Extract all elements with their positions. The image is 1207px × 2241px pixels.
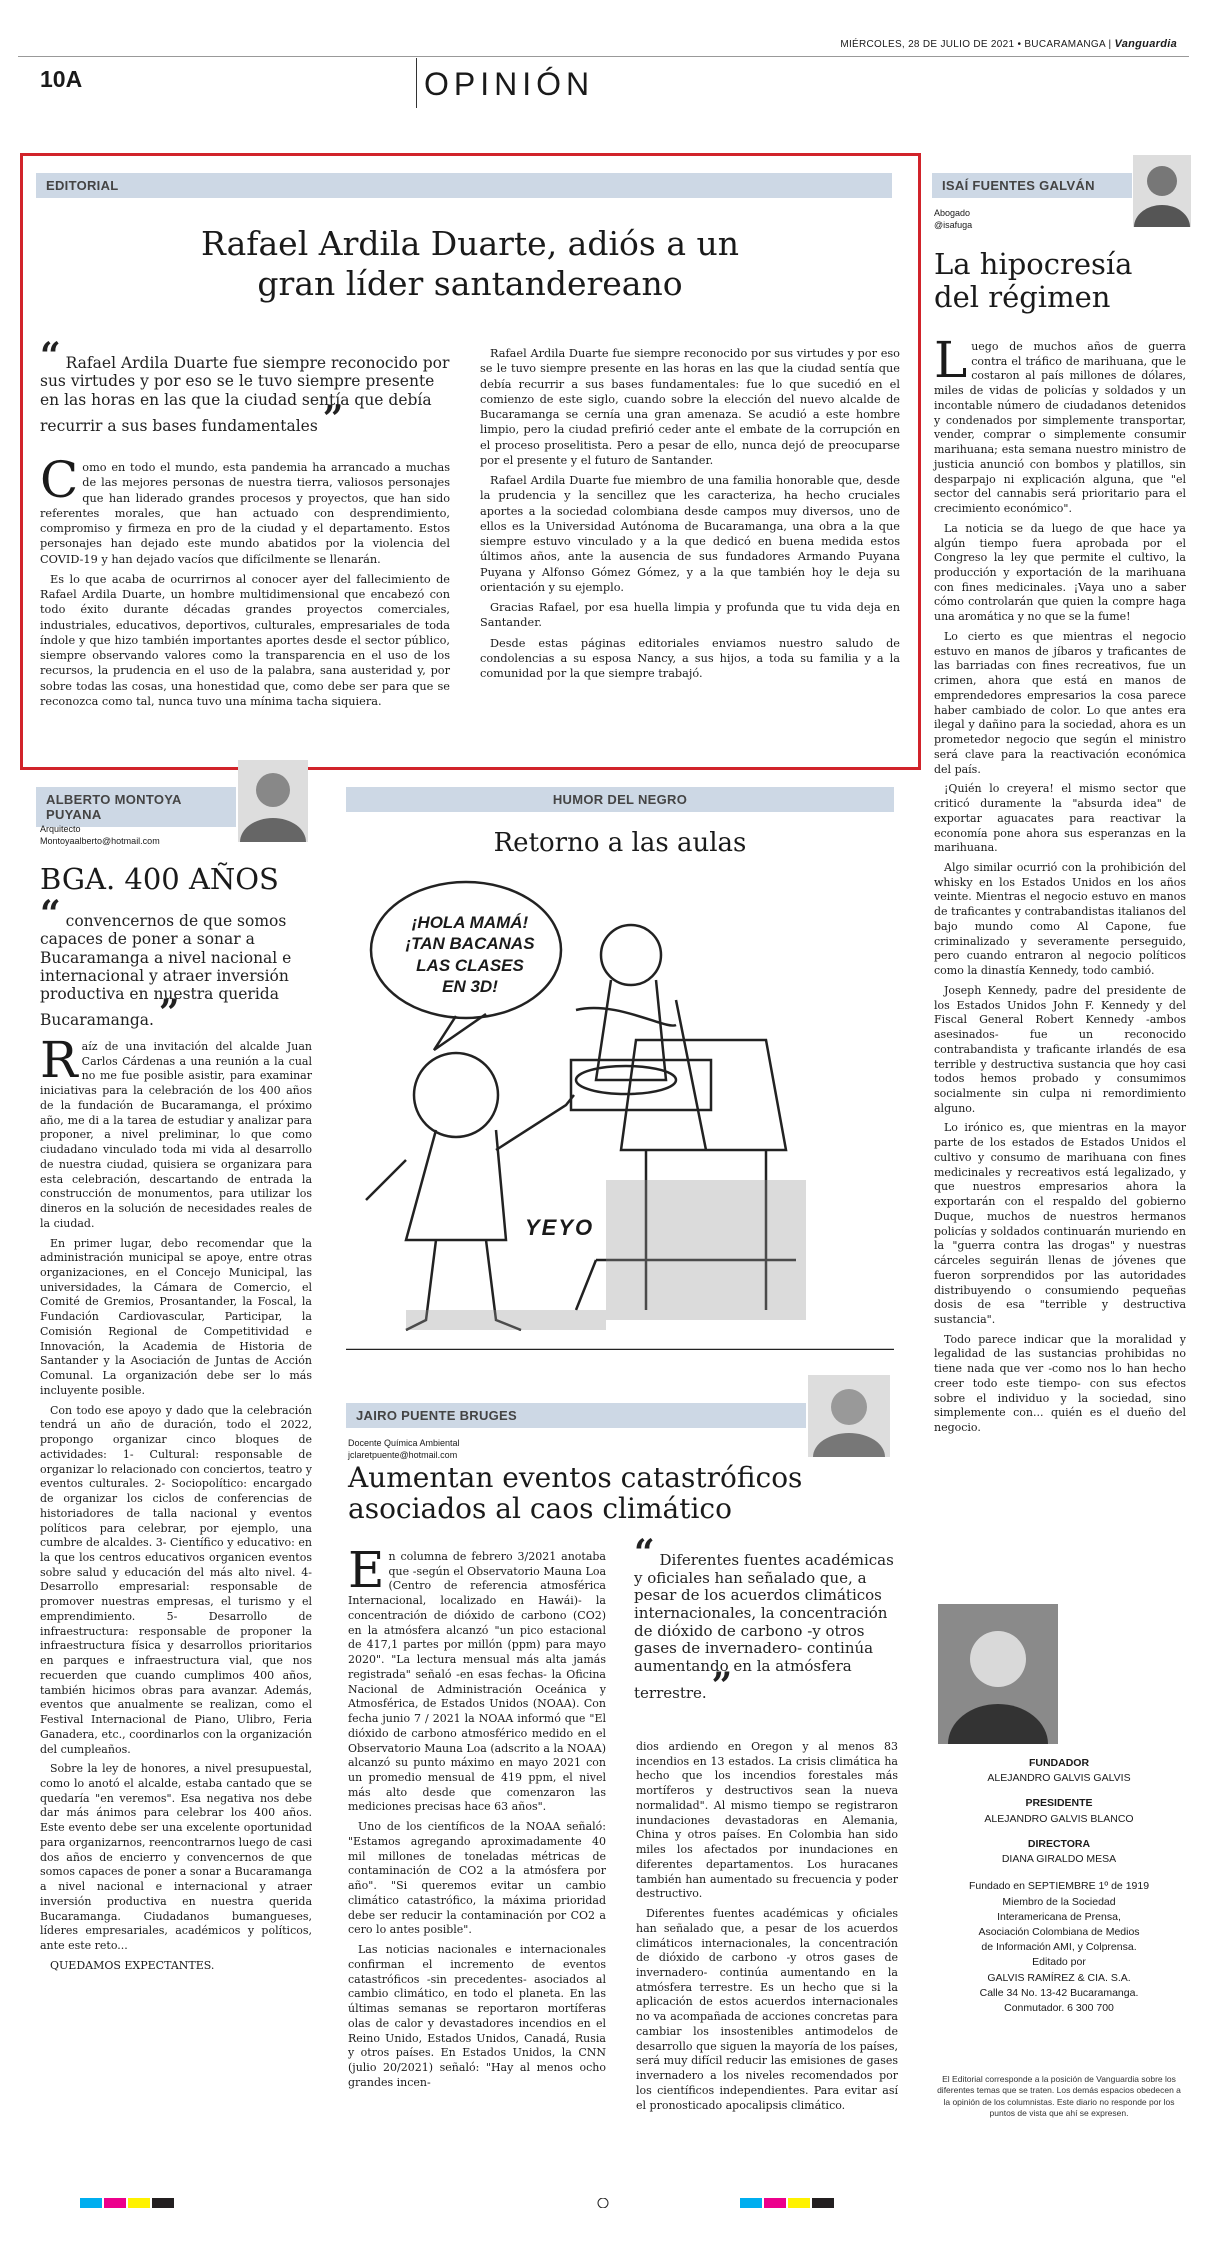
isai-credentials xyxy=(934,208,972,231)
paragraph: Rafael Ardila Duarte fue siempre reconocido por sus virtudes y por eso se le tuvo siempre presente en las horas en las que la ciudad sentía que debía recurrir a sus bases fundamentales: fue lo que sucedió en el comienzo de este siglo, cuando sobre la elección del nuevo alcalde de Bucaramanga se cernía una gran amenaza. Se acudió a este hombre limpio, pero la ciudad prefirió ceder ante el embate de la corrupción en el proceso proselitista. Pero a pesar de ello, nunca dejó de preocuparse por el presente y el futuro de Santander. xyxy=(480,347,900,467)
founder-portrait xyxy=(938,1604,1058,1744)
paragraph: Diferentes fuentes académicas y oficiales han señalado que, a pesar de los acuerdos climáticos internacionales, la concentración de dióxido de carbono -y otros gases de invernadero- continúa aumentando en la atmósfera terrestre. Es un hecho que si la aplicación de estos acuerdos internacionales no va acompañada de acciones concretas para cambiar los insostenibles antimodelos de desarrollo que siguen la mayoría de los países, será muy difícil reducir las emisiones de gases invernadero a los niveles recomendados por los científicos independientes. Para evitar así el pronosticado apocalipsis climático. xyxy=(636,1907,898,2112)
paragraph: Algo similar ocurrió con la prohibición del whisky en los Estados Unidos en los años veinte. Mientras el negocio estuvo en manos de traficantes y contrabandistas italianos del bajo mundo como Al Capone, fue criminalizado y severamente perseguido, pero cuando entraron al negocio políticos como la dinastía Kennedy, todo cambió. xyxy=(934,860,1186,978)
paragraph: La noticia se da luego de que hace ya algún tiempo fuera aprobada por el Congreso la ley que permite el cultivo, la producción y exportación de la marihuana con fines medicinales. ¡Vaya uno a saber cómo controlarán que quien la compre haga una aromática y no que se la fume! xyxy=(934,521,1186,624)
masthead xyxy=(934,1756,1184,2016)
jairo-avatar xyxy=(808,1375,890,1457)
info-line: Editado por xyxy=(1032,1956,1086,1969)
date: MIÉRCOLES, 28 DE JULIO DE 2021 • BUCARAMANGA xyxy=(840,39,1106,50)
jairo-credentials xyxy=(348,1438,460,1461)
header-rule xyxy=(18,56,1189,57)
open-quote-icon: “ xyxy=(634,1532,655,1574)
alberto-title: BGA. 400 AÑOS xyxy=(40,862,279,896)
isai-byline: ISAÍ FUENTES GALVÁN xyxy=(932,173,1132,198)
paragraph: Con todo ese apoyo y dado que la celebración tendrá un año de duración, todo el 2022, propongo organizar cinco bloques de actividades: 1- Cultural: responsable de organizar lo relacionado con conciertos, teatro y eventos culturales. 2- Sociopolítico: encargado de organizar los ciclos de conferencias de historiadores de talla nacional y eventos políticos para celebrar, por ejemplo, una cumbre de alcaldes. 3- Científico y educativo: en la que los centros educativos organicen eventos sobre salud y educación del más alto nivel. 4- Desarrollo empresarial: responsable de promover nuestras empresas, el turismo y el emprendimiento. 5- Desarrollo de infraestructura: responsable de proponer la infraestructura física y desarrollos prioritarios en parques e infraestructura vial, que nos recuerden que cuando cumplimos 400 años, también hicimos obras para avanzar. Además, eventos que anualmente se realizan, como el Festival Internacional de Piano, Ulibro, Feria Ganadera, etc., coordinarlos con la organización del cumpleaños. xyxy=(40,1403,312,1756)
print-color-bar xyxy=(20,2193,1187,2203)
jairo-column-2 xyxy=(636,1740,898,2118)
paragraph: Las noticias nacionales e internacionales confirman el incremento de eventos catastróficos -sin precedentes- asociados al cambio climático, en todo el planeta. En las últimas semanas se reportaron mortíferas olas de calor y devastadores incendios en el Reino Unido, Estados Unidos, Canadá, Rusia y otros países. En Estados Unidos, la CNN (julio 20/2021) señaló: "Hay al menos ocho grandes incen- xyxy=(348,1943,606,2089)
fundador-label: FUNDADOR xyxy=(1028,1757,1090,1769)
info-line: Interamericana de Prensa, xyxy=(997,1910,1121,1923)
disclaimer: El Editorial corresponde a la posición de Vanguardia sobre los diferentes temas que se traten. Los demás espacios obedecen a la opinión de los columnistas. Este diario no responde por los puntos de vista que ahí se expresen. xyxy=(937,2074,1181,2119)
section-title: OPINIÓN xyxy=(424,66,595,102)
editorial-title: Rafael Ardila Duarte, adiós a un gran líder santandereano xyxy=(201,224,739,303)
paragraph: Como en todo el mundo, esta pandemia ha arrancado a muchas de las mejores personas de nuestra tierra, valiosos personajes que han liderado grandes procesos y proyectos, que han sido referentes morales, que han actuado con desprendimiento, compromiso y firmeza en pro de la ciudad y el departamento. Estos personajes han dejado este mundo abatidos por la violencia del COVID-19 y han dejado vacíos que difícilmente se llenarán. xyxy=(40,451,450,566)
isai-avatar xyxy=(1133,155,1191,227)
jairo-column-1 xyxy=(348,1541,606,2095)
cartoonist-signature: YEYO xyxy=(525,1215,595,1240)
paragraph: Lo cierto es que mientras el negocio estuvo en manos de jíbaros y traficantes de las barriadas con fines recreativos, fue un crimen, ahora que está en manos de emprendedores empresarios la cosa parece haber cambiado de color. Lo que antes era ilegal y dañino para la sociedad, ahora es un prometedor negocio que según el ministro será clave para la reactivación económica del país. xyxy=(934,629,1186,776)
portrait-icon xyxy=(238,760,308,842)
paragraph: Desde estas páginas editoriales enviamos nuestro saludo de condolencias a su esposa Nancy, a sus hijos, a toda su familia y a la comunidad por la que siempre trabajó. xyxy=(480,636,900,680)
alberto-credentials xyxy=(40,824,160,847)
humor-kicker: HUMOR DEL NEGRO xyxy=(346,787,894,812)
jairo-email: jclaretpuente@hotmail.com xyxy=(348,1449,458,1460)
bubble-line: ¡HOLA MAMÁ! xyxy=(411,913,529,932)
info-line: Miembro de la Sociedad xyxy=(1002,1895,1116,1908)
alberto-avatar xyxy=(238,760,308,842)
directora-name: DIANA GIRALDO MESA xyxy=(1001,1853,1117,1866)
alberto-email: Montoyaalberto@hotmail.com xyxy=(40,835,160,846)
bubble-line: LAS CLASES xyxy=(416,955,524,975)
alberto-pullquote-text: convencernos de que somos capaces de poner a sonar a Bucaramanga a nivel nacional e internacional y atraer inversión productiva en nuestra querida Bucaramanga. xyxy=(40,912,292,1030)
jairo-byline: JAIRO PUENTE BRUGES xyxy=(346,1403,806,1428)
isai-title: La hipocresía del régimen xyxy=(934,247,1133,315)
close-quote-icon: ” xyxy=(158,992,180,1035)
editorial-pullquote-text: Rafael Ardila Duarte fue siempre reconocido por sus virtudes y por eso se le tuvo siempre presente en las horas en las que la ciudad sentía que debía recurrir a sus bases fundamentales xyxy=(40,354,450,435)
jairo-pullquote xyxy=(634,1532,896,1707)
header-divider xyxy=(416,58,417,108)
portrait-icon xyxy=(938,1604,1058,1744)
masthead-info xyxy=(934,1879,1184,2016)
alberto-role: Arquitecto xyxy=(40,824,81,834)
paragraph: Lo irónico es, que mientras en la mayor parte de los estados de Estados Unidos el cultivo y consumo de marihuana con fines medicinales y recreativos está legalizado, y que nuestros empresarios ahora la exportarán con el respaldo del gobierno Duque, muchos de nuestros hermanos policías y soldados continuarán muriendo en la "guerra contra las drogas" y nuestras cárceles seguirán llenas de jóvenes que fueron sorprendidos por las autoridades distribuyendo o consumiendo pequeñas dosis de esa "terrible y destructiva sustancia". xyxy=(934,1121,1186,1326)
paragraph: ¡Quién lo creyera! el mismo sector que criticó duramente la "absurda idea" de exportar aguacates para reactivar la economía pone ahora sus esperanzas en la marihuana. xyxy=(934,782,1186,855)
dateline: MIÉRCOLES, 28 DE JULIO DE 2021 • BUCARAMANGA | Vanguardia xyxy=(840,38,1177,50)
paragraph: Uno de los científicos de la NOAA señaló: "Estamos agregando aproximadamente 40 mil millones de toneladas métricas de contaminación de CO2 a la atmósfera por año". "Si queremos evitar un cambio climático catastrófico, la máxima prioridad debe ser reducir la contaminación por CO2 a cero lo antes posible". xyxy=(348,1820,606,1937)
open-quote-icon: “ xyxy=(40,893,61,935)
paragraph: Raíz de una invitación del alcalde Juan Carlos Cárdenas a una reunión a la cual no me fue posible asistir, para examinar iniciativas para la celebración de los 400 años de la fundación de Bucaramanga, el próximo año, me di a la tarea de estudiar y analizar para proponer, a nivel preliminar, lo que como ciudadano vinculado toda mi vida al desarrollo de nuestra ciudad, quisiera se organizara para esta celebración, descartando de entrada la construcción de monumentos, para utilizar los dineros en la solución de necesidades reales de la ciudad. xyxy=(40,1031,312,1230)
directora-label: DIRECTORA xyxy=(1027,1837,1091,1850)
paragraph: Joseph Kennedy, padre del presidente de los Estados Unidos John F. Kennedy y del Fiscal General Robert Kennedy -ambos asesinados- fue un reconocido contrabandista y traficante irlandés de esa terrible y destructiva sustancia que hoy casi todos hemos probado y consumimos socialmente sin culpa ni remordimiento alguno. xyxy=(934,983,1186,1115)
page-number: 10A xyxy=(40,66,83,92)
alberto-body xyxy=(40,1031,312,1979)
speech-bubble-text xyxy=(400,912,540,997)
info-line: de Información AMI, y Colprensa. xyxy=(981,1941,1137,1954)
alberto-byline: ALBERTO MONTOYA PUYANA xyxy=(36,787,236,827)
editorial-kicker: EDITORIAL xyxy=(36,173,892,198)
close-quote-icon: ” xyxy=(322,397,344,440)
registration-marks-icon xyxy=(20,2198,1187,2208)
jairo-role: Docente Química Ambiental xyxy=(348,1438,460,1448)
bubble-line: ¡TAN BACANAS xyxy=(405,934,535,954)
close-quote-icon: ” xyxy=(711,1664,733,1707)
isai-body xyxy=(934,331,1186,1441)
portrait-icon xyxy=(808,1375,890,1457)
humor-title: Retorno a las aulas xyxy=(493,828,747,858)
isai-role: Abogado xyxy=(934,208,971,218)
jairo-title: Aumentan eventos catastróficos asociados al caos climático xyxy=(348,1461,803,1526)
paragraph: Es lo que acaba de ocurrirnos al conocer ayer del fallecimiento de Rafael Ardila Duarte, un hombre multidimensional que encabezó con todo éxito durante décadas grandes proyectos comerciales, industriales, educativos, deportivos, culturales, empresariales de toda índole y que hizo también importantes aportes desde el sector público, siempre observando valores como la transparencia en el uso de los recursos, la prudencia en el uso de la palabra, sana austeridad y, por sobre todas las cosas, una honestidad que, como debe ser para que se reconozca como tal, nunca tuvo una mínima tacha siquiera. xyxy=(40,572,450,708)
fundador-name: ALEJANDRO GALVIS GALVIS xyxy=(987,1772,1131,1785)
paragraph: Luego de muchos años de guerra contra el tráfico de marihuana, que le costaron al país millones de dólares, miles de vidas de policías y soldados y un incontable número de ciudadanos detenidos y condenados por simplemente transportar, vender, comprar o simplemente consumir marihuana; esta semana nuestro ministro de justicia anunció con bombos y platillos, sin desparpajo ni explicación alguna, que "el sector del cannabis será prioritario para el crecimiento económico". xyxy=(934,331,1186,516)
bubble-line: EN 3D! xyxy=(442,976,498,996)
open-quote-icon: “ xyxy=(40,335,61,377)
info-line: GALVIS RAMÍREZ & CIA. S.A. xyxy=(987,1971,1131,1984)
info-line: Conmutador. 6 300 700 xyxy=(1004,2002,1114,2015)
paragraph: Rafael Ardila Duarte fue miembro de una familia honorable que, desde la prudencia y la sencillez que les caracteriza, ha hecho cruciales aportes a la sociedad colombiana desde campos muy diversos, uno de ellos es la Universidad Autónoma de Bucaramanga, una obra a la que siempre estuvo vinculado y a la que dedicó en buena medida estos últimos años, ante la ausencia de sus fundadores Armando Puyana Puyana y Alfonso Gómez Gómez, y a la que también hoy le deja su orientación y su ejemplo. xyxy=(480,474,900,594)
brand-logo: Vanguardia xyxy=(1114,38,1177,50)
editorial-column-1 xyxy=(40,451,450,714)
info-line: Asociación Colombiana de Medios xyxy=(978,1925,1140,1938)
paragraph: QUEDAMOS EXPECTANTES. xyxy=(50,1958,215,1972)
info-line: Calle 34 No. 13-42 Bucaramanga. xyxy=(979,1986,1139,1999)
portrait-icon xyxy=(1133,155,1191,227)
paragraph: Sobre la ley de honores, a nivel presupuestal, como lo anotó el alcalde, estaba cantado que se quedaría "en veremos". Esa negativa nos debe dar más ánimos para celebrar los 400 años. Este evento debe ser una excelente oportunidad para organizarnos, reencontrarnos luego de casi dos años de encierro y convencernos de que somos capaces de poner a sonar a Bucaramanga a nivel nacional e internacional y atraer inversión productiva en nuestra querida Bucaramanga. Ciudadanos bumangueses, líderes empresariales, académicos y políticos, ante este reto... xyxy=(40,1762,312,1953)
paragraph: dios ardiendo en Oregon y al menos 83 incendios en 13 estados. La crisis climática ha hecho que los incendios forestales más mortíferos y destructivos sean la nueva normalidad". Al mismo tiempo se registraron inundaciones devastadoras en Alemania, China y otros países. En Colombia han sido miles los afectados por inundaciones en diferentes departamentos. Los huracanes también han aumentado su frecuencia y poder destructivo. xyxy=(636,1740,898,1901)
paragraph: En primer lugar, debo recomendar que la administración municipal se apoye, entre otras organizaciones, en el Concejo Municipal, las universidades, la Cámara de Comercio, el Comité de Gremios, Prosantander, la Foscal, la Fundación Cardiovascular, Participar, la Comisión Regional de Competitividad e Innovación, la Academia de Historia de Santander y la Asociación de Juntas de Acción Comunal. La organización debe ser lo más incluyente posible. xyxy=(40,1236,312,1397)
editorial-column-2 xyxy=(480,346,900,686)
paragraph: En columna de febrero 3/2021 anotaba que -según el Observatorio Mauna Loa (Centro de referencia atmosférica Internacional, localizado en Hawái)- la concentración de dióxido de carbono (CO2) en la atmósfera alcanzó "un pico estacional de 417,1 partes por millón (ppm) para mayo 2020". "La lectura mensual más alta jamás registrada" señaló -en esas fechas- la Oficina Nacional de Administración Oceánica y Atmosférica, de Estados Unidos (NOAA). Con fecha junio 7 / 2021 la NOAA informó que "El dióxido de carbono atmosférico medido en el Observatorio Mauna Loa (adscrito a la NOAA) alcanzó su punto máximo en mayo 2021 con un promedio mensual de 419 ppm, el nivel más alto desde que comenzaron las mediciones precisas hace 63 años". xyxy=(348,1541,606,1814)
jairo-pullquote-text: Diferentes fuentes académicas y oficiales han señalado que, a pesar de los acuerdos climáticos internacionales, la concentración de dióxido de carbono -y otros gases de invernadero- continúa aumentando en la atmósfera terrestre. xyxy=(634,1551,894,1702)
alberto-pullquote xyxy=(40,893,310,1035)
editorial-pullquote xyxy=(40,335,450,440)
paragraph: Gracias Rafael, por esa huella limpia y profunda que tu vida deja en Santander. xyxy=(480,601,900,630)
presidente-label: PRESIDENTE xyxy=(1025,1797,1093,1810)
paragraph: Todo parece indicar que la moralidad y legalidad de las sustancias prohibidas no tiene nada que ver -como nos lo han hecho creer todo este tiempo- con sus efectos sobre el individuo y la sociedad, sino simplemente con... quién es el dueño del negocio. xyxy=(934,1332,1186,1435)
info-line: Fundado en SEPTIEMBRE 1º de 1919 xyxy=(968,1880,1150,1893)
presidente-name: ALEJANDRO GALVIS BLANCO xyxy=(984,1812,1134,1825)
isai-handle: @isafuga xyxy=(934,219,973,230)
